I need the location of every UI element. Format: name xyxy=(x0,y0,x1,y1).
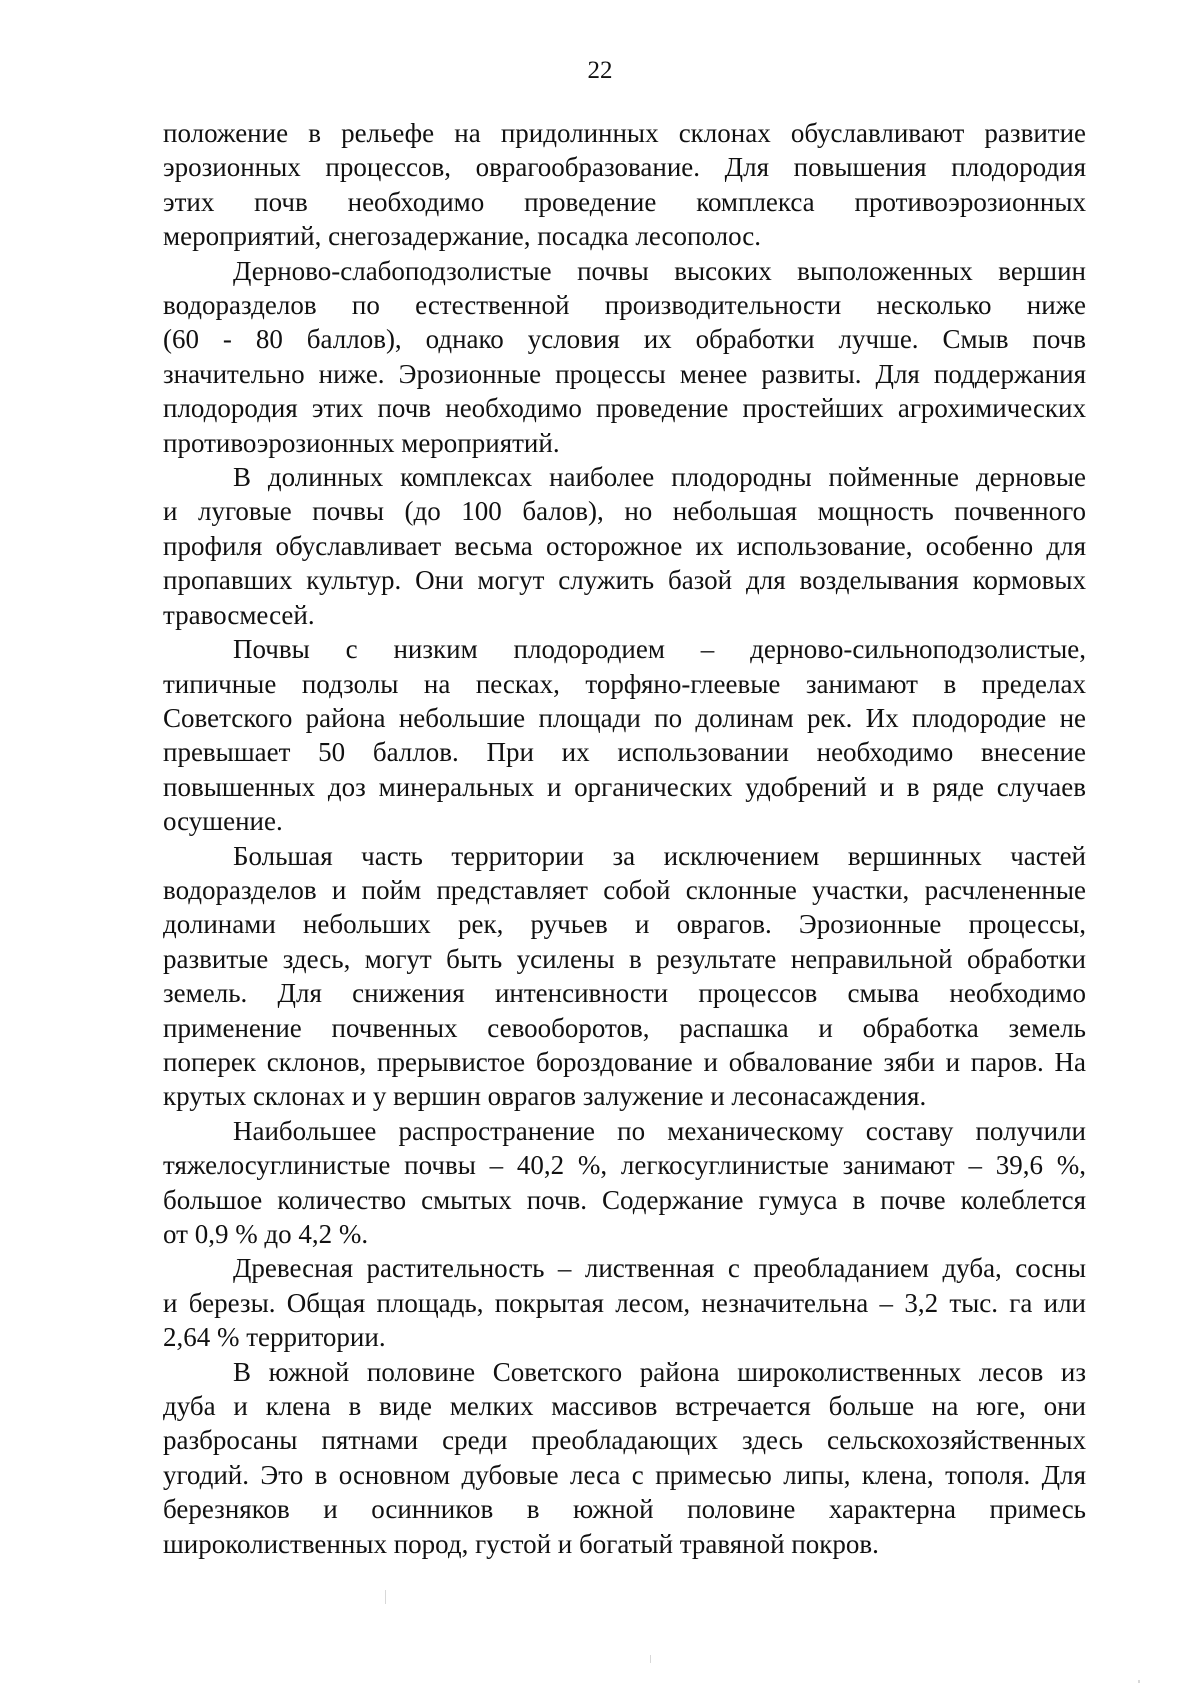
text-line: (60 - 80 баллов), однако условия их обработки лучше. Смыв почв xyxy=(163,324,1086,355)
text-line: плодородия этих почв необходимо проведение простейших агрохимических xyxy=(163,393,1086,424)
paragraph-5 xyxy=(163,839,1086,1114)
text-line: и березы. Общая площадь, покрытая лесом, незначительна – 3,2 тыс. га или xyxy=(163,1287,1086,1318)
paragraph-6 xyxy=(163,1114,1086,1252)
text-line: березняков и осинников в южной половине характерна примесь xyxy=(163,1494,1086,1525)
text-line: тяжелосуглинистые почвы – 40,2 %, легкосуглинистые занимают – 39,6 %, xyxy=(163,1150,1086,1181)
text-line: 2,64 % территории. xyxy=(163,1322,386,1353)
text-line: угодий. Это в основном дубовые леса с примесью липы, клена, тополя. Для xyxy=(163,1459,1086,1490)
text-line: противоэрозионных мероприятий. xyxy=(163,427,560,458)
text-line: осушение. xyxy=(163,806,283,837)
text-line: этих почв необходимо проведение комплекса противоэрозионных xyxy=(163,186,1086,217)
text-line: поперек склонов, прерывистое бороздование и обвалование зяби и паров. На xyxy=(163,1046,1086,1077)
text-line: применение почвенных севооборотов, распашка и обработка земель xyxy=(163,1012,1086,1043)
scan-artifact xyxy=(1138,1680,1140,1683)
paragraph-4 xyxy=(163,632,1086,838)
text-line: эрозионных процессов, оврагообразование. Для повышения плодородия xyxy=(163,152,1086,183)
text-line: типичные подзолы на песках, торфяно-глеевые занимают в пределах xyxy=(163,668,1086,699)
text-line: от 0,9 % до 4,2 %. xyxy=(163,1219,369,1249)
text-line: мероприятий, снегозадержание, посадка лесополос. xyxy=(163,221,761,252)
text-line: широколиственных пород, густой и богатый травяной покров. xyxy=(163,1528,879,1559)
text-line: значительно ниже. Эрозионные процессы менее развиты. Для поддержания xyxy=(163,358,1086,389)
text-line: водоразделов и пойм представляет собой склонные участки, расчлененные xyxy=(163,874,1086,905)
text-line: долинами небольших рек, ручьев и оврагов. Эрозионные процессы, xyxy=(163,909,1086,940)
paragraph-3 xyxy=(163,460,1086,632)
text-line: положение в рельефе на придолинных склонах обуславливают развитие xyxy=(163,118,1086,148)
text-line: травосмесей. xyxy=(163,599,315,630)
paragraph-1 xyxy=(163,116,1086,254)
text-line: Дерново-слабоподзолистые почвы высоких выположенных вершин xyxy=(233,255,1086,286)
text-line: В южной половине Советского района широколиственных лесов из xyxy=(233,1356,1086,1387)
text-line: крутых склонах и у вершин оврагов залужение и лесонасаждения. xyxy=(163,1081,927,1112)
text-line: Наибольшее распространение по механическому составу получили xyxy=(233,1115,1086,1146)
paragraph-2 xyxy=(163,254,1086,460)
text-line: Древесная растительность – лиственная с преобладанием дуба, сосны xyxy=(233,1253,1086,1284)
text-line: дуба и клена в виде мелких массивов встречается больше на юге, они xyxy=(163,1391,1086,1422)
text-line: повышенных доз минеральных и органических удобрений и в ряде случаев xyxy=(163,771,1086,802)
text-line: превышает 50 баллов. При их использовании необходимо внесение xyxy=(163,737,1086,768)
text-line: развитые здесь, могут быть усилены в результате неправильной обработки xyxy=(163,943,1086,974)
text-line: пропавших культур. Они могут служить базой для возделывания кормовых xyxy=(163,565,1086,596)
scan-artifact xyxy=(385,1590,386,1604)
text-line: и луговые почвы (до 100 балов), но небольшая мощность почвенного xyxy=(163,496,1086,527)
paragraph-8 xyxy=(163,1355,1086,1561)
text-line: В долинных комплексах наиболее плодородны пойменные дерновые xyxy=(233,462,1086,493)
text-line: профиля обуславливает весьма осторожное их использование, особенно для xyxy=(163,530,1086,561)
text-line: Почвы с низким плодородием – дерново-сильноподзолистые, xyxy=(233,634,1086,665)
text-line: Советского района небольшие площади по долинам рек. Их плодородие не xyxy=(163,702,1086,733)
text-line: разбросаны пятнами среди преобладающих здесь сельскохозяйственных xyxy=(163,1425,1086,1456)
paragraph-7 xyxy=(163,1251,1086,1354)
scan-artifact xyxy=(650,1655,651,1663)
text-line: Большая часть территории за исключением вершинных частей xyxy=(233,840,1086,871)
text-line: большое количество смытых почв. Содержание гумуса в почве колеблется xyxy=(163,1184,1086,1215)
page-number: 22 xyxy=(587,57,613,84)
text-line: земель. Для снижения интенсивности процессов смыва необходимо xyxy=(163,978,1086,1009)
text-line: водоразделов по естественной производительности несколько ниже xyxy=(163,290,1086,321)
document-body xyxy=(163,116,1086,1561)
